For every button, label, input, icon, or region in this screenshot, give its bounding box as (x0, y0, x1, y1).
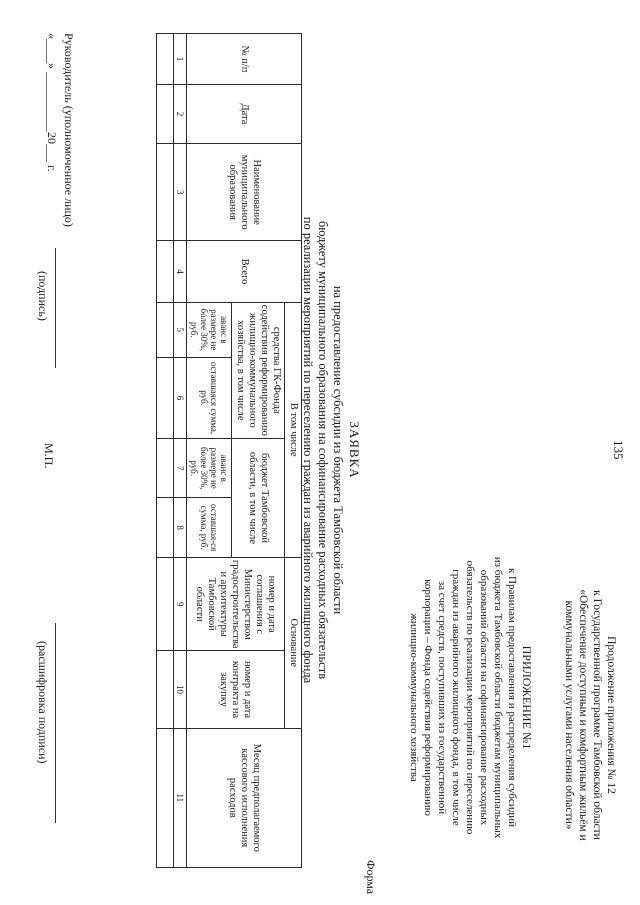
column-number-row (174, 34, 187, 868)
header-agreement: номер и дата соглашения с Министерством градостроительства и архитектуры Тамбовской области (187, 557, 285, 651)
request-subtitle-line: по реализации мероприятий по переселению граждан из аварийного жилищного фонда (301, 216, 315, 684)
column-number: 1 (174, 34, 187, 85)
column-number: 11 (174, 728, 187, 867)
continuation-line: Продолжение приложения № 12 (605, 636, 617, 794)
appendix-line: образований области на софинансирование расходных (478, 569, 490, 826)
column-number: 7 (174, 439, 187, 498)
empty-cell (157, 357, 174, 438)
empty-cell (157, 557, 174, 651)
appendix-line: граждан из аварийного жилищного фонда, в том числе (450, 569, 462, 826)
appendix-line: корпорации – Фонда содействия реформированию (422, 579, 434, 816)
header-contract: номер и дата контракта на закупку (187, 651, 285, 728)
empty-cell (157, 84, 174, 143)
column-number: 10 (174, 651, 187, 728)
program-continuation-header (562, 550, 618, 880)
appendix-title: ПРИЛОЖЕНИЕ №1 (520, 645, 534, 750)
signature-line (55, 248, 64, 368)
empty-cell (157, 302, 174, 357)
request-subtitle-line: на предоставление субсидии из бюджета Тамбовской области (331, 285, 345, 615)
header-municipality-name: Наименование муниципального образования (187, 143, 302, 240)
empty-cell (157, 498, 174, 558)
appendix-line: за счет средств, поступивших из государственной (436, 580, 448, 815)
column-number: 9 (174, 557, 187, 651)
header-execution-month: Месяц предполагаемого кассового исполнения расходов (187, 728, 302, 867)
appendix-header (407, 500, 534, 895)
empty-data-row (157, 34, 174, 868)
request-title: ЗАЯВКА (347, 421, 362, 479)
column-number: 8 (174, 498, 187, 558)
empty-cell (157, 728, 174, 867)
signature-decode-line (55, 623, 64, 823)
column-number: 6 (174, 357, 187, 438)
header-basis-group: Основание (285, 557, 302, 728)
stamp-label: М.П. (42, 443, 56, 469)
signature-caption: (подпись) (36, 271, 50, 321)
header-date: Дата (187, 84, 302, 143)
header-fund-remaining: оставшаяся сумма, руб. (187, 357, 232, 438)
header-fund-advance: аванс в размере не более 30%, руб. (187, 302, 232, 357)
subsidy-request-table (156, 33, 302, 868)
header-regional-budget-group: бюджет Тамбовской области, в том числе (232, 439, 285, 558)
appendix-line: жилищно-коммунального хозяйства (408, 613, 420, 782)
request-heading (300, 150, 362, 750)
header-total: Всего (187, 241, 302, 302)
appendix-line: из бюджета Тамбовской области бюджетам муниципальных (492, 556, 504, 839)
header-budget-advance: аванс в размере не более 30%, руб. (187, 439, 232, 498)
document-page (12, 0, 632, 905)
continuation-line: «Обеспечение доступным и комфортным жильём и (577, 589, 589, 841)
empty-cell (157, 439, 174, 498)
column-number: 5 (174, 302, 187, 357)
header-row-number: № п/п (187, 34, 302, 85)
empty-cell (157, 651, 174, 728)
header-including-group: В том числе (285, 302, 302, 557)
signature-decode-caption: (расшифровка подписи) (36, 641, 50, 764)
appendix-line: к Правилам предоставления и распределения субсидий (506, 567, 518, 828)
empty-cell (157, 34, 174, 85)
page-number: 135 (611, 440, 626, 460)
form-label: Форма (364, 860, 378, 895)
request-subtitle-line: бюджету муниципального образования на софинансирование расходных обязательств (316, 220, 330, 680)
column-number: 3 (174, 143, 187, 240)
column-number: 2 (174, 84, 187, 143)
appendix-line: обязательств по реализации мероприятий по переселению (464, 560, 476, 835)
column-number: 4 (174, 241, 187, 302)
date-line: «____» __________20___ г. (45, 33, 59, 172)
header-fund-group: средства ГК-Фонда содействия реформированию жилищно-коммунального хозяйства, в том числе (232, 302, 285, 438)
continuation-line: к Государственной программе Тамбовской области (591, 590, 603, 840)
empty-cell (157, 143, 174, 240)
head-label: Руководитель (уполномоченное лицо) (62, 33, 76, 227)
header-budget-remaining: оставшая-ся сумма, руб. (187, 498, 232, 558)
continuation-line: коммунальными услугами населения области» (563, 600, 575, 830)
empty-cell (157, 241, 174, 302)
